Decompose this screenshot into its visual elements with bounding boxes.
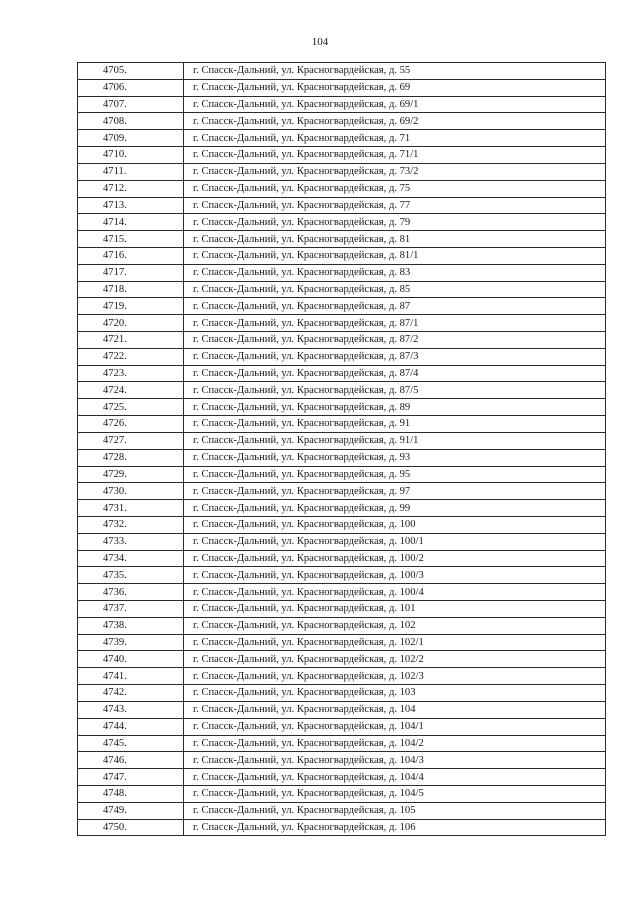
row-number-cell: 4750. xyxy=(78,819,184,836)
table-row xyxy=(78,214,606,231)
address-cell: г. Спасск-Дальний, ул. Красногвардейская, д. 100/2 xyxy=(184,550,606,567)
table-row xyxy=(78,567,606,584)
row-number-cell: 4710. xyxy=(78,147,184,164)
table-row xyxy=(78,365,606,382)
table-row xyxy=(78,668,606,685)
table-row xyxy=(78,298,606,315)
table-row xyxy=(78,819,606,836)
table-row xyxy=(78,617,606,634)
row-number-cell: 4716. xyxy=(78,247,184,264)
address-cell: г. Спасск-Дальний, ул. Красногвардейская, д. 104/1 xyxy=(184,718,606,735)
table-row xyxy=(78,197,606,214)
address-cell: г. Спасск-Дальний, ул. Красногвардейская, д. 105 xyxy=(184,802,606,819)
table-row xyxy=(78,685,606,702)
row-number-cell: 4747. xyxy=(78,769,184,786)
table-row xyxy=(78,382,606,399)
address-cell: г. Спасск-Дальний, ул. Красногвардейская, д. 93 xyxy=(184,449,606,466)
row-number-cell: 4732. xyxy=(78,516,184,533)
address-table xyxy=(77,62,606,836)
row-number-cell: 4709. xyxy=(78,130,184,147)
address-cell: г. Спасск-Дальний, ул. Красногвардейская, д. 102 xyxy=(184,617,606,634)
address-cell: г. Спасск-Дальний, ул. Красногвардейская, д. 102/1 xyxy=(184,634,606,651)
row-number-cell: 4741. xyxy=(78,668,184,685)
table-row xyxy=(78,500,606,517)
table-row xyxy=(78,180,606,197)
address-cell: г. Спасск-Дальний, ул. Красногвардейская, д. 95 xyxy=(184,466,606,483)
table-row xyxy=(78,264,606,281)
address-cell: г. Спасск-Дальний, ул. Красногвардейская, д. 104/3 xyxy=(184,752,606,769)
address-cell: г. Спасск-Дальний, ул. Красногвардейская, д. 101 xyxy=(184,601,606,618)
row-number-cell: 4736. xyxy=(78,584,184,601)
table-row xyxy=(78,533,606,550)
address-cell: г. Спасск-Дальний, ул. Красногвардейская, д. 104/5 xyxy=(184,785,606,802)
address-cell: г. Спасск-Дальний, ул. Красногвардейская, д. 104/2 xyxy=(184,735,606,752)
table-row xyxy=(78,634,606,651)
row-number-cell: 4743. xyxy=(78,701,184,718)
table-row xyxy=(78,735,606,752)
table-row xyxy=(78,701,606,718)
table-row xyxy=(78,130,606,147)
row-number-cell: 4733. xyxy=(78,533,184,550)
row-number-cell: 4711. xyxy=(78,163,184,180)
table-row xyxy=(78,785,606,802)
address-cell: г. Спасск-Дальний, ул. Красногвардейская, д. 91/1 xyxy=(184,432,606,449)
address-cell: г. Спасск-Дальний, ул. Красногвардейская, д. 79 xyxy=(184,214,606,231)
table-row xyxy=(78,281,606,298)
address-cell: г. Спасск-Дальний, ул. Красногвардейская, д. 103 xyxy=(184,685,606,702)
row-number-cell: 4719. xyxy=(78,298,184,315)
address-cell: г. Спасск-Дальний, ул. Красногвардейская, д. 102/3 xyxy=(184,668,606,685)
table-row xyxy=(78,247,606,264)
row-number-cell: 4724. xyxy=(78,382,184,399)
row-number-cell: 4706. xyxy=(78,79,184,96)
address-cell: г. Спасск-Дальний, ул. Красногвардейская, д. 69/2 xyxy=(184,113,606,130)
table-row xyxy=(78,96,606,113)
table-row xyxy=(78,79,606,96)
address-cell: г. Спасск-Дальний, ул. Красногвардейская, д. 87/1 xyxy=(184,315,606,332)
address-cell: г. Спасск-Дальний, ул. Красногвардейская, д. 83 xyxy=(184,264,606,281)
address-cell: г. Спасск-Дальний, ул. Красногвардейская, д. 87/2 xyxy=(184,332,606,349)
row-number-cell: 4727. xyxy=(78,432,184,449)
row-number-cell: 4746. xyxy=(78,752,184,769)
table-row xyxy=(78,113,606,130)
row-number-cell: 4744. xyxy=(78,718,184,735)
table-row xyxy=(78,718,606,735)
address-cell: г. Спасск-Дальний, ул. Красногвардейская, д. 85 xyxy=(184,281,606,298)
address-cell: г. Спасск-Дальний, ул. Красногвардейская, д. 75 xyxy=(184,180,606,197)
table-row xyxy=(78,332,606,349)
address-table-body xyxy=(78,63,606,836)
table-row xyxy=(78,315,606,332)
table-row xyxy=(78,516,606,533)
address-cell: г. Спасск-Дальний, ул. Красногвардейская, д. 100 xyxy=(184,516,606,533)
address-cell: г. Спасск-Дальний, ул. Красногвардейская, д. 81/1 xyxy=(184,247,606,264)
row-number-cell: 4718. xyxy=(78,281,184,298)
table-row xyxy=(78,163,606,180)
row-number-cell: 4742. xyxy=(78,685,184,702)
row-number-cell: 4721. xyxy=(78,332,184,349)
table-row xyxy=(78,63,606,80)
address-cell: г. Спасск-Дальний, ул. Красногвардейская, д. 100/4 xyxy=(184,584,606,601)
page-number: 104 xyxy=(311,36,329,48)
address-cell: г. Спасск-Дальний, ул. Красногвардейская, д. 100/1 xyxy=(184,533,606,550)
table-row xyxy=(78,416,606,433)
row-number-cell: 4707. xyxy=(78,96,184,113)
row-number-cell: 4717. xyxy=(78,264,184,281)
table-row xyxy=(78,601,606,618)
address-cell: г. Спасск-Дальний, ул. Красногвардейская, д. 89 xyxy=(184,399,606,416)
row-number-cell: 4749. xyxy=(78,802,184,819)
address-cell: г. Спасск-Дальний, ул. Красногвардейская, д. 81 xyxy=(184,231,606,248)
row-number-cell: 4713. xyxy=(78,197,184,214)
row-number-cell: 4737. xyxy=(78,601,184,618)
address-cell: г. Спасск-Дальний, ул. Красногвардейская, д. 102/2 xyxy=(184,651,606,668)
table-row xyxy=(78,584,606,601)
address-cell: г. Спасск-Дальний, ул. Красногвардейская, д. 104 xyxy=(184,701,606,718)
row-number-cell: 4739. xyxy=(78,634,184,651)
row-number-cell: 4725. xyxy=(78,399,184,416)
row-number-cell: 4731. xyxy=(78,500,184,517)
table-row xyxy=(78,550,606,567)
row-number-cell: 4745. xyxy=(78,735,184,752)
row-number-cell: 4720. xyxy=(78,315,184,332)
address-cell: г. Спасск-Дальний, ул. Красногвардейская, д. 71/1 xyxy=(184,147,606,164)
table-row xyxy=(78,449,606,466)
row-number-cell: 4726. xyxy=(78,416,184,433)
row-number-cell: 4708. xyxy=(78,113,184,130)
row-number-cell: 4740. xyxy=(78,651,184,668)
address-cell: г. Спасск-Дальний, ул. Красногвардейская, д. 73/2 xyxy=(184,163,606,180)
address-cell: г. Спасск-Дальний, ул. Красногвардейская, д. 100/3 xyxy=(184,567,606,584)
row-number-cell: 4728. xyxy=(78,449,184,466)
table-row xyxy=(78,432,606,449)
table-row xyxy=(78,348,606,365)
address-cell: г. Спасск-Дальний, ул. Красногвардейская, д. 106 xyxy=(184,819,606,836)
address-cell: г. Спасск-Дальний, ул. Красногвардейская, д. 69 xyxy=(184,79,606,96)
address-cell: г. Спасск-Дальний, ул. Красногвардейская, д. 71 xyxy=(184,130,606,147)
address-cell: г. Спасск-Дальний, ул. Красногвардейская, д. 55 xyxy=(184,63,606,80)
row-number-cell: 4738. xyxy=(78,617,184,634)
address-cell: г. Спасск-Дальний, ул. Красногвардейская, д. 77 xyxy=(184,197,606,214)
table-row xyxy=(78,752,606,769)
table-row xyxy=(78,483,606,500)
row-number-cell: 4748. xyxy=(78,785,184,802)
address-cell: г. Спасск-Дальний, ул. Красногвардейская, д. 91 xyxy=(184,416,606,433)
row-number-cell: 4715. xyxy=(78,231,184,248)
row-number-cell: 4722. xyxy=(78,348,184,365)
row-number-cell: 4712. xyxy=(78,180,184,197)
row-number-cell: 4730. xyxy=(78,483,184,500)
address-cell: г. Спасск-Дальний, ул. Красногвардейская, д. 104/4 xyxy=(184,769,606,786)
row-number-cell: 4705. xyxy=(78,63,184,80)
address-cell: г. Спасск-Дальний, ул. Красногвардейская, д. 87/4 xyxy=(184,365,606,382)
table-row xyxy=(78,651,606,668)
row-number-cell: 4729. xyxy=(78,466,184,483)
table-row xyxy=(78,147,606,164)
address-cell: г. Спасск-Дальний, ул. Красногвардейская, д. 87 xyxy=(184,298,606,315)
table-row xyxy=(78,399,606,416)
table-row xyxy=(78,769,606,786)
row-number-cell: 4723. xyxy=(78,365,184,382)
row-number-cell: 4714. xyxy=(78,214,184,231)
address-cell: г. Спасск-Дальний, ул. Красногвардейская, д. 87/3 xyxy=(184,348,606,365)
table-row xyxy=(78,231,606,248)
table-row xyxy=(78,466,606,483)
row-number-cell: 4734. xyxy=(78,550,184,567)
address-cell: г. Спасск-Дальний, ул. Красногвардейская, д. 87/5 xyxy=(184,382,606,399)
table-row xyxy=(78,802,606,819)
address-cell: г. Спасск-Дальний, ул. Красногвардейская, д. 97 xyxy=(184,483,606,500)
address-cell: г. Спасск-Дальний, ул. Красногвардейская, д. 69/1 xyxy=(184,96,606,113)
row-number-cell: 4735. xyxy=(78,567,184,584)
address-cell: г. Спасск-Дальний, ул. Красногвардейская, д. 99 xyxy=(184,500,606,517)
